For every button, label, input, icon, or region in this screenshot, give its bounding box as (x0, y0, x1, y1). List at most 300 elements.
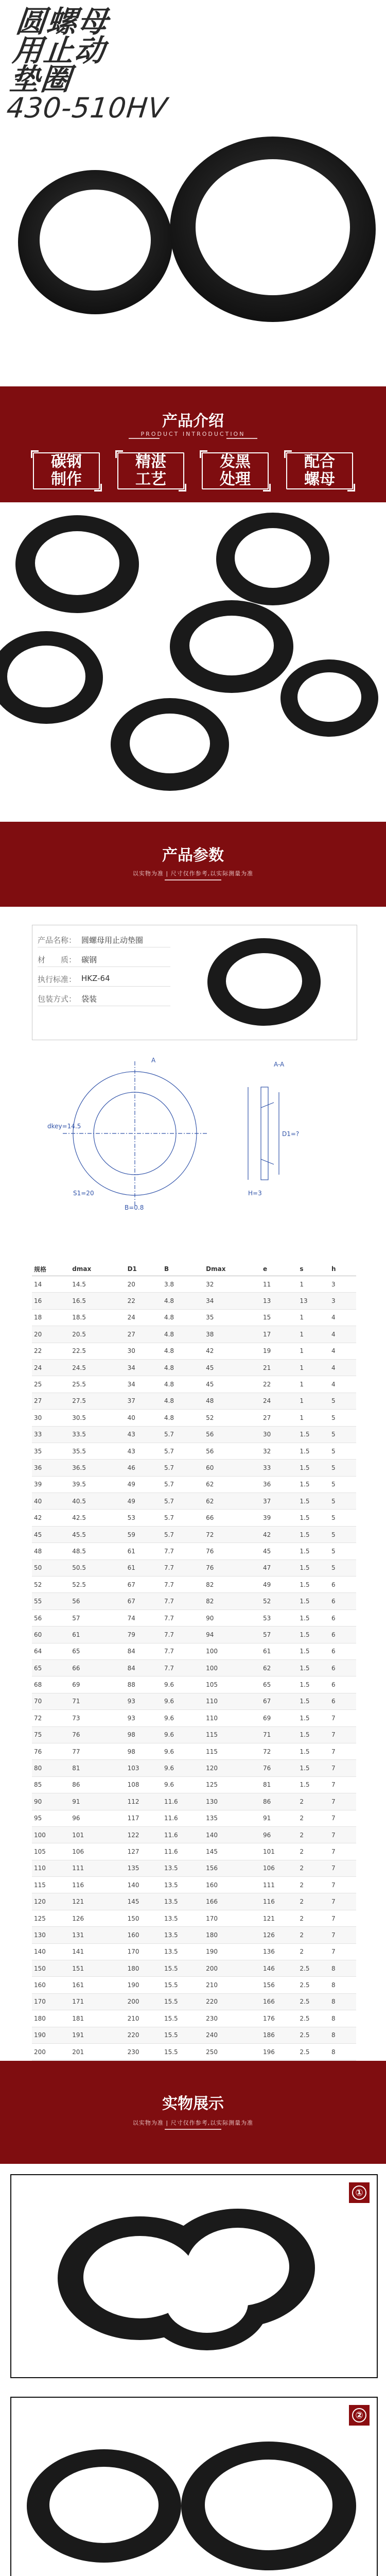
table-cell: 5.7 (162, 1526, 204, 1543)
table-cell: 4 (329, 1309, 356, 1326)
table-cell: 19 (261, 1343, 297, 1359)
table-cell: 86 (70, 1776, 125, 1793)
table-cell: 5 (329, 1560, 356, 1576)
table-cell: 220 (204, 1993, 261, 2010)
table-row (32, 1659, 356, 1676)
table-cell: 16.5 (70, 1293, 125, 1309)
table-cell: 5.7 (162, 1460, 204, 1476)
table-row (32, 1526, 356, 1543)
table-cell: 240 (204, 2027, 261, 2043)
table-cell: 77 (70, 1743, 125, 1759)
table-cell: 57 (70, 1609, 125, 1626)
table-cell: 1 (297, 1276, 329, 1293)
drawing-label: dkey=14.5 (47, 1123, 81, 1130)
feature-row (0, 452, 386, 489)
table-cell: 105 (204, 1676, 261, 1693)
table-cell: 146 (261, 1960, 297, 1977)
table-cell: 13 (261, 1293, 297, 1309)
table-cell: 5 (329, 1476, 356, 1493)
drawing-label: D1=? (282, 1130, 300, 1138)
table-cell: 8 (329, 1960, 356, 1977)
table-cell: 65 (70, 1643, 125, 1659)
table-row (32, 1543, 356, 1560)
table-cell: 79 (126, 1626, 162, 1643)
spec-value: 碳钢 (81, 955, 97, 964)
table-cell: 20 (126, 1276, 162, 1293)
table-cell: 76 (204, 1543, 261, 1560)
table-cell: 34 (126, 1376, 162, 1393)
table-cell: 101 (70, 1826, 125, 1843)
table-cell: 190 (126, 1977, 162, 1993)
spec-value: 圆螺母用止动垫圈 (81, 936, 144, 945)
hero-hardness: 430-510HV (5, 92, 169, 124)
table-cell: 52 (32, 1577, 70, 1593)
table-cell: 1 (297, 1309, 329, 1326)
table-cell: 61 (70, 1626, 125, 1643)
table-cell: 48 (32, 1543, 70, 1560)
table-cell: 56 (204, 1443, 261, 1459)
table-cell: 7 (329, 1760, 356, 1776)
table-cell: 120 (204, 1760, 261, 1776)
table-cell: 141 (70, 1943, 125, 1960)
table-row (32, 1476, 356, 1493)
table-cell: 39 (32, 1476, 70, 1493)
table-cell: 49 (261, 1577, 297, 1593)
table-cell: 50 (32, 1560, 70, 1576)
table-cell: 24 (261, 1393, 297, 1409)
table-cell: 22 (32, 1343, 70, 1359)
table-cell: 56 (204, 1426, 261, 1443)
table-cell: 74 (126, 1609, 162, 1626)
table-cell: 45 (261, 1543, 297, 1560)
table-cell: 82 (204, 1577, 261, 1593)
table-cell: 2 (297, 1877, 329, 1893)
table-cell: 90 (204, 1609, 261, 1626)
drawing-label: A (151, 1057, 156, 1064)
table-cell: 4.8 (162, 1309, 204, 1326)
table-cell: 67 (261, 1693, 297, 1709)
table-cell: 13.5 (162, 1877, 204, 1893)
table-cell: 32 (261, 1443, 297, 1459)
table-cell: 186 (261, 2027, 297, 2043)
table-cell: 1.5 (297, 1560, 329, 1576)
table-cell: 73 (70, 1710, 125, 1726)
table-cell: 116 (261, 1893, 297, 1910)
table-cell: 151 (70, 1960, 125, 1977)
table-cell: 4.8 (162, 1326, 204, 1343)
table-cell: 9.6 (162, 1693, 204, 1709)
hero-washers-image (0, 0, 386, 386)
table-cell: 35 (204, 1309, 261, 1326)
table-cell: 7 (329, 1860, 356, 1876)
table-cell: 1.5 (297, 1726, 329, 1743)
table-row (32, 1593, 356, 1609)
table-cell: 1.5 (297, 1577, 329, 1593)
table-cell: 72 (204, 1526, 261, 1543)
table-cell: 7.7 (162, 1643, 204, 1659)
table-row (32, 1893, 356, 1910)
table-cell: 20.5 (70, 1326, 125, 1343)
table-cell: 4.8 (162, 1343, 204, 1359)
table-cell: 15.5 (162, 1993, 204, 2010)
table-cell: 6 (329, 1609, 356, 1626)
table-row (32, 1460, 356, 1476)
table-cell: 111 (70, 1860, 125, 1876)
showcase-panel (10, 2174, 378, 2378)
table-cell: 8 (329, 1977, 356, 1993)
table-cell: 1.5 (297, 1743, 329, 1759)
table-cell: 33.5 (70, 1426, 125, 1443)
table-cell: 2.5 (297, 1993, 329, 2010)
table-cell: 96 (70, 1810, 125, 1826)
spec-row (38, 993, 97, 1004)
table-row (32, 1393, 356, 1409)
spec-box (32, 925, 357, 1040)
table-cell: 127 (126, 1843, 162, 1860)
table-cell: 166 (204, 1893, 261, 1910)
table-cell: 170 (204, 1910, 261, 1926)
table-cell: 40.5 (70, 1493, 125, 1510)
table-cell: 13.5 (162, 1893, 204, 1910)
spec-row (38, 954, 97, 965)
table-cell: 24 (126, 1309, 162, 1326)
showcase-photo (11, 2398, 377, 2576)
table-cell: 2.5 (297, 2010, 329, 2027)
table-cell: 88 (126, 1676, 162, 1693)
table-cell: 24.5 (70, 1359, 125, 1376)
table-cell: 32 (204, 1276, 261, 1293)
table-cell: 131 (70, 1927, 125, 1943)
table-cell: 1.5 (297, 1676, 329, 1693)
table-cell: 11.6 (162, 1793, 204, 1810)
table-cell: 1.5 (297, 1493, 329, 1510)
table-cell: 112 (126, 1793, 162, 1810)
table-cell: 100 (204, 1659, 261, 1676)
table-cell: 181 (70, 2010, 125, 2027)
table-cell: 93 (126, 1710, 162, 1726)
table-header: s (297, 1262, 329, 1276)
table-cell: 130 (32, 1927, 70, 1943)
table-row (32, 1726, 356, 1743)
spec-row (38, 935, 143, 945)
table-cell: 85 (32, 1776, 70, 1793)
table-header: Dmax (204, 1262, 261, 1276)
table-cell: 11.6 (162, 1826, 204, 1843)
table-cell: 16 (32, 1293, 70, 1309)
table-row (32, 1910, 356, 1926)
table-cell: 64 (32, 1643, 70, 1659)
table-cell: 2.5 (297, 1960, 329, 1977)
show-subtitle: 以实物为准 | 尺寸仅作参考,以实际测量为准 (132, 2120, 254, 2126)
table-cell: 45 (204, 1376, 261, 1393)
table-row (32, 1927, 356, 1943)
table-cell: 5.7 (162, 1443, 204, 1459)
table-cell: 5.7 (162, 1493, 204, 1510)
table-cell: 160 (32, 1977, 70, 1993)
table-cell: 8 (329, 2010, 356, 2027)
hero-section (0, 0, 386, 386)
table-cell: 27 (126, 1326, 162, 1343)
table-cell: 76 (32, 1743, 70, 1759)
table-row (32, 1977, 356, 1993)
table-cell: 43 (126, 1426, 162, 1443)
table-cell: 130 (204, 1793, 261, 1810)
table-cell: 1.5 (297, 1426, 329, 1443)
table-cell: 15.5 (162, 2043, 204, 2060)
table-cell: 110 (32, 1860, 70, 1876)
table-cell: 68 (32, 1676, 70, 1693)
table-cell: 82 (204, 1593, 261, 1609)
table-cell: 90 (32, 1793, 70, 1810)
table-cell: 61 (126, 1543, 162, 1560)
table-cell: 81 (70, 1760, 125, 1776)
table-cell: 2.5 (297, 2027, 329, 2043)
table-cell: 106 (70, 1843, 125, 1860)
showcase-panel (10, 2397, 378, 2576)
table-cell: 35.5 (70, 1443, 125, 1459)
table-cell: 9.6 (162, 1776, 204, 1793)
table-cell: 72 (261, 1743, 297, 1759)
table-cell: 5 (329, 1393, 356, 1409)
table-cell: 110 (204, 1693, 261, 1709)
table-cell: 34 (126, 1359, 162, 1376)
table-cell: 135 (126, 1860, 162, 1876)
table-cell: 2 (297, 1826, 329, 1843)
table-cell: 9.6 (162, 1676, 204, 1693)
badge-number: ② (352, 2408, 366, 2422)
table-cell: 156 (204, 1860, 261, 1876)
table-cell: 121 (261, 1910, 297, 1926)
table-cell: 180 (32, 2010, 70, 2027)
spec-key: 材 质： (38, 955, 77, 964)
table-cell: 201 (70, 2043, 125, 2060)
table-cell: 170 (126, 1943, 162, 1960)
table-cell: 5.7 (162, 1510, 204, 1526)
table-cell: 33 (261, 1460, 297, 1476)
table-cell: 7 (329, 1927, 356, 1943)
table-cell: 126 (70, 1910, 125, 1926)
table-cell: 7 (329, 1877, 356, 1893)
table-cell: 25 (32, 1376, 70, 1393)
table-cell: 22 (126, 1293, 162, 1309)
table-cell: 171 (70, 1993, 125, 2010)
table-cell: 4 (329, 1343, 356, 1359)
feature-tag: 碳钢 制作 (33, 452, 100, 489)
table-cell: 210 (204, 1977, 261, 1993)
table-cell: 59 (126, 1526, 162, 1543)
hero-title-line1: 圆螺母 (14, 4, 111, 39)
table-cell: 6 (329, 1693, 356, 1709)
table-cell: 96 (261, 1826, 297, 1843)
table-cell: 75 (32, 1726, 70, 1743)
table-cell: 1.5 (297, 1776, 329, 1793)
table-cell: 27.5 (70, 1393, 125, 1409)
table-cell: 65 (32, 1659, 70, 1676)
table-cell: 13 (297, 1293, 329, 1309)
table-row (32, 1643, 356, 1659)
table-cell: 2.5 (297, 1977, 329, 1993)
table-cell: 1.5 (297, 1659, 329, 1676)
table-cell: 2 (297, 1810, 329, 1826)
table-row (32, 1760, 356, 1776)
table-cell: 5 (329, 1460, 356, 1476)
table-cell: 9.6 (162, 1760, 204, 1776)
table-cell: 200 (126, 1993, 162, 2010)
table-cell: 5 (329, 1543, 356, 1560)
table-row (32, 1877, 356, 1893)
spec-washer-photo (187, 930, 341, 1033)
table-cell: 2 (297, 1843, 329, 1860)
table-cell: 1.5 (297, 1710, 329, 1726)
table-cell: 15.5 (162, 2027, 204, 2043)
table-cell: 76 (204, 1560, 261, 1576)
table-cell: 69 (261, 1710, 297, 1726)
table-cell: 91 (70, 1793, 125, 1810)
table-cell: 24 (32, 1359, 70, 1376)
table-cell: 36.5 (70, 1460, 125, 1476)
table-row (32, 1860, 356, 1876)
showcase-badge (349, 2405, 370, 2426)
spec-table (32, 1262, 356, 2061)
table-cell: 140 (126, 1877, 162, 1893)
product-washers-photo (0, 502, 386, 822)
spec-section (0, 907, 386, 2061)
table-row (32, 1810, 356, 1826)
table-cell: 52 (261, 1593, 297, 1609)
table-cell: 95 (32, 1810, 70, 1826)
table-row (32, 1359, 356, 1376)
table-cell: 30.5 (70, 1410, 125, 1426)
table-header: B (162, 1262, 204, 1276)
table-cell: 230 (126, 2043, 162, 2060)
table-cell: 250 (204, 2043, 261, 2060)
table-cell: 108 (126, 1776, 162, 1793)
table-cell: 66 (204, 1510, 261, 1526)
table-cell: 2 (297, 1793, 329, 1810)
badge-number: ① (352, 2185, 366, 2200)
table-cell: 39.5 (70, 1476, 125, 1493)
table-cell: 7.7 (162, 1593, 204, 1609)
table-row (32, 1560, 356, 1576)
table-cell: 48.5 (70, 1543, 125, 1560)
table-cell: 7 (329, 1743, 356, 1759)
table-cell: 3.8 (162, 1276, 204, 1293)
table-cell: 36 (261, 1476, 297, 1493)
table-cell: 22 (261, 1376, 297, 1393)
drawing-label: B=0.8 (125, 1204, 144, 1211)
table-cell: 1.5 (297, 1526, 329, 1543)
table-cell: 220 (126, 2027, 162, 2043)
table-cell: 9.6 (162, 1726, 204, 1743)
table-cell: 18 (32, 1309, 70, 1326)
table-cell: 160 (204, 1877, 261, 1893)
table-cell: 48 (204, 1393, 261, 1409)
table-cell: 1 (297, 1393, 329, 1409)
table-row (32, 1676, 356, 1693)
table-cell: 125 (32, 1910, 70, 1926)
table-cell: 7.7 (162, 1543, 204, 1560)
table-cell: 76 (70, 1726, 125, 1743)
params-title: 产品参数 (162, 846, 224, 865)
table-cell: 160 (126, 1927, 162, 1943)
table-cell: 49 (126, 1476, 162, 1493)
table-cell: 7.7 (162, 1577, 204, 1593)
table-cell: 45 (32, 1526, 70, 1543)
table-cell: 66 (70, 1659, 125, 1676)
product-photo-section (0, 502, 386, 822)
table-cell: 67 (126, 1593, 162, 1609)
table-cell: 150 (126, 1910, 162, 1926)
table-cell: 4.8 (162, 1359, 204, 1376)
table-cell: 1.5 (297, 1609, 329, 1626)
table-cell: 200 (32, 2043, 70, 2060)
show-banner (0, 2061, 386, 2164)
table-cell: 156 (261, 1977, 297, 1993)
table-cell: 53 (261, 1609, 297, 1626)
table-cell: 15.5 (162, 1960, 204, 1977)
table-cell: 47 (261, 1560, 297, 1576)
table-cell: 170 (32, 1993, 70, 2010)
table-cell: 126 (261, 1927, 297, 1943)
table-row (32, 1609, 356, 1626)
table-cell: 11.6 (162, 1810, 204, 1826)
table-cell: 27 (261, 1410, 297, 1426)
table-cell: 14 (32, 1276, 70, 1293)
table-cell: 176 (261, 2010, 297, 2027)
table-cell: 2.5 (297, 2043, 329, 2060)
table-cell: 115 (204, 1743, 261, 1759)
table-cell: 34 (204, 1293, 261, 1309)
feature-tag: 精湛 工艺 (117, 452, 184, 489)
table-cell: 15.5 (162, 2010, 204, 2027)
intro-banner (0, 386, 386, 502)
table-cell: 230 (204, 2010, 261, 2027)
intro-rule-left (129, 438, 160, 439)
table-cell: 15.5 (162, 1977, 204, 1993)
intro-rule-right (226, 438, 257, 439)
table-cell: 6 (329, 1659, 356, 1676)
table-cell: 55 (32, 1593, 70, 1609)
table-cell: 7 (329, 1843, 356, 1860)
table-cell: 8 (329, 1993, 356, 2010)
drawing-label: H=3 (248, 1190, 262, 1197)
table-row (32, 1776, 356, 1793)
table-cell: 2 (297, 1893, 329, 1910)
table-cell: 11 (261, 1276, 297, 1293)
table-cell: 72 (32, 1710, 70, 1726)
table-cell: 6 (329, 1593, 356, 1609)
table-cell: 80 (32, 1760, 70, 1776)
table-cell: 3 (329, 1276, 356, 1293)
table-cell: 4 (329, 1326, 356, 1343)
table-cell: 37 (126, 1393, 162, 1409)
table-cell: 7 (329, 1810, 356, 1826)
table-cell: 71 (261, 1726, 297, 1743)
table-cell: 196 (261, 2043, 297, 2060)
table-cell: 56 (32, 1609, 70, 1626)
table-cell: 42 (32, 1510, 70, 1526)
table-cell: 69 (70, 1676, 125, 1693)
table-cell: 94 (204, 1626, 261, 1643)
table-cell: 81 (261, 1776, 297, 1793)
table-cell: 105 (32, 1843, 70, 1860)
params-subtitle: 以实物为准 | 尺寸仅作参考,以实际测量为准 (132, 870, 254, 877)
table-cell: 7 (329, 1710, 356, 1726)
table-cell: 49 (126, 1493, 162, 1510)
table-cell: 150 (32, 1960, 70, 1977)
table-cell: 7.7 (162, 1609, 204, 1626)
table-cell: 13.5 (162, 1927, 204, 1943)
